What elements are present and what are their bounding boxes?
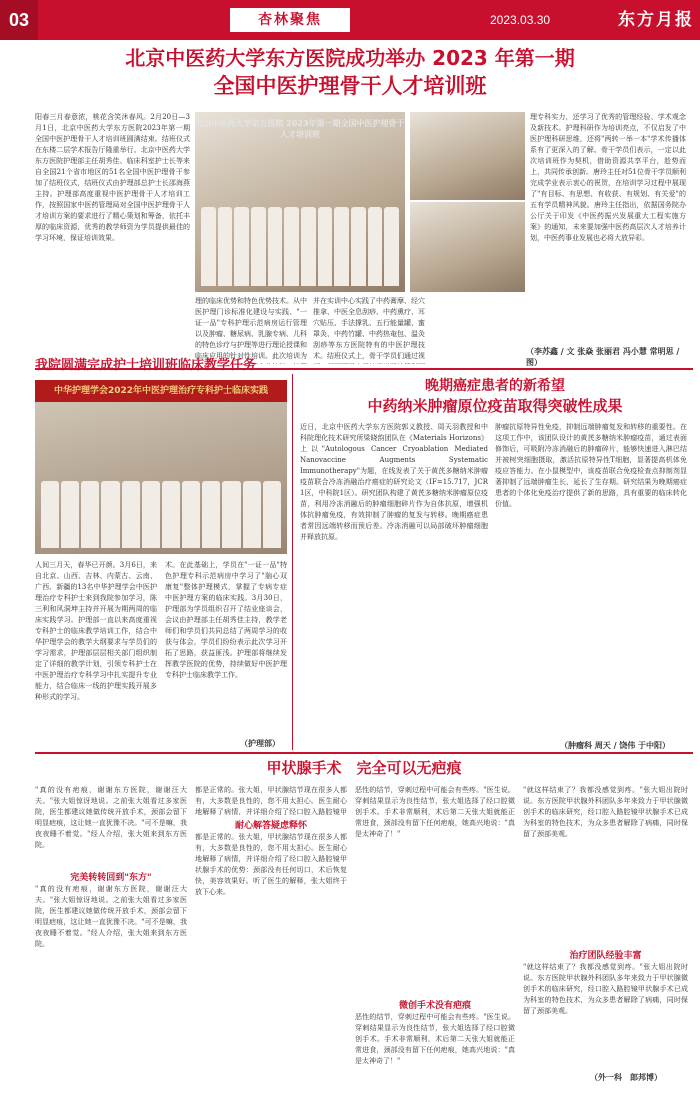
story2-credit: （护理部）: [240, 738, 280, 748]
story1-col4: 理专科实力，还学习了优秀的管理经验、学术观念及新技术。护理科研作为培训亮点，不仅启发了中医护理科研思维，还将"两转一举一本"学术传播体系有了更深入的了解。骨干学员们表示，一定以此次培训班作为契机，借助资源共享平台，趁势而上，共同传承创新。唐玲主任对51位骨干学员顺利完成学业表示衷心的祝贺，在培训学习过程中展现了"有目标、有思想、有收获、有规划、有关爱"的五有学员精神风貌。唐玲主任指出，依据国务院办公厅关于印发《中医药振兴发展重大工程实施方案》的通知，未来要加强中医药高层次人才培养计划，中医药事业发展也必将大放异彩。: [530, 113, 686, 242]
paper-name: 东方月报: [618, 10, 694, 30]
photo-practice: [410, 202, 525, 292]
top-bar: [0, 0, 700, 40]
story2-col2: 术。在此基础上，学员在"一证一品"特色护理专科示范病房中学习了"脑心双康复"整体护理模式，掌握了专病专症中医护理方案的临床实践。3月30日，护理部为学员组织召开了结业座谈会，会议由护理部主任胡秀佳主持，教学老师们和学员们共同总结了两周学习的收获与体会，学员们纷纷表示此次学习开拓了思路，获益匪浅。护理部将继续发挥教学医院的优势，持续做好中医护理专科护士临床教学工作。: [165, 561, 287, 679]
story4-col4: "就这样结束了？我都没感觉到疼。"张大姐出院时说。东方医院甲状腺外科团队多年来致力于甲状腺微创手术的临床研究，经口腔入路腔镜甲状腺手术已成为科室的特色技术，为众多患者解除了病痛，同时保留了颈部美观。: [523, 786, 688, 838]
headline-line1: 北京中医药大学东方医院成功举办 2023 年第一期: [125, 46, 575, 70]
section-title: 杏林聚焦: [230, 8, 350, 32]
story4-credit: （外一科 郎邦博）: [590, 1072, 662, 1082]
story4-sub4: 治疗团队经验丰富: [569, 951, 642, 961]
story4-col4-cont: "就这样结束了？我都没感觉到疼。"张大姐出院时说。东方医院甲状腺外科团队多年来致力于甲状腺微创手术的临床研究，经口腔入路腔镜甲状腺手术已成为科室的特色技术，为众多患者解除了病痛，同时保留了颈部美观。: [523, 963, 688, 1015]
story2-col1: 人间三月天，春华已开颜。3月6日，来自北京、山西、吉林、内蒙古、云南、广西、新疆的13名中华护理学会中医护理治疗专科护士来到我院参加学习，陈三利和风洞坤主持并开展为期两周的临床实践学习。护理部一直以来高度重视专科护士的临床教学培训工作，结合中华护理学会的教学大纲要求与学员们的学习需求，护理部层层相关部门组织制定了详细的教学计划，引领专科护士在中医护理治疗专科学习中扎实提升专业能力，结合临床一线的护理实践开展多种形式的学习。: [35, 561, 157, 701]
story4-col2: 都是正常的。张大姐，甲状腺结节现在很多人都有，大多数是良性的，您不用太担心。医生耐心地解释了病情，并详细介绍了经口腔入路腔镜甲状腺手术的优势：颈部没有任何切口，术后恢复快，美容效果好。听了医生的解释，张大姐终于放下心来。: [195, 833, 347, 896]
story4-sub2: 耐心解答疑虑释怀: [234, 821, 307, 831]
headline-line2: 全国中医护理骨干人才培训班: [213, 74, 487, 98]
story1-col3: 并在实训中心实践了中药膏摩、经穴推拿、中医全息刮痧、中药熏疗、耳穴贴压、手法撑乳、五行能量罐、蜜罩灸、中药竹罐、中药热奄包、温灸刮痧等东方医院特有的中医护理技术。结班仪式上，骨干学员们通过视: [313, 297, 425, 360]
photo-banner: 北京中医药大学东方医院 2023年第一期全国中医护理骨干人才培训班: [195, 119, 405, 139]
story3-title2: 中药纳米肿瘤原位疫苗取得突破性成果: [367, 397, 623, 415]
story4-col1-cont: "真的没有疤痕，谢谢东方医院，谢谢汪大夫。"张大姐惊讶地说。之前张大姐看过多家医院，医生都建议她做传统开放手术，颈部会留下明显疤痕，这让她一直犹豫不决。"可不是嘛，我夜夜睡不着觉。"经人介绍，张大姐来到东方医院。: [35, 885, 187, 948]
story3-title1: 晚期癌症患者的新希望: [425, 378, 565, 394]
story4-col2-top: 都是正常的。张大姐，甲状腺结节现在很多人都有，大多数是良性的，您不用太担心。医生耐心地解释了病情，并详细介绍了经口腔入路腔镜甲: [195, 786, 347, 815]
story3-credit: （肿瘤科 周天 / 饶伟 于中阳）: [560, 740, 671, 750]
story3-col2: 肿瘤抗原特异性免疫，抑制远端肿瘤复发和转移的重要性。在这项工作中，该团队设计的黄芪多糖纳米肿瘤疫苗，通过表面修饰后，可吸附冷冻消融后的肿瘤碎片，能够快速进入淋巴结并被树突细胞摄取，激活抗原特异性T细胞，显著提高机体免疫应答能力。在小鼠模型中，该疫苗联合免疫检查点抑制剂显著抑制了远端肿瘤生长，延长了生存期。研究结果为晚期癌症患者的个体化免疫治疗提供了新的思路，具有重要的临床转化价值。: [495, 423, 687, 508]
story2-title: 我院圆满完成护士培训班临床教学任务: [35, 358, 257, 373]
story4-title: 甲状腺手术 完全可以无疤痕: [266, 759, 462, 777]
page-number: 03: [0, 0, 38, 40]
story4-col3-cont: 恶性的结节，穿刺过程中可能会有些疼。"医生说。穿刺结果显示为良性结节，张大姐选择了经口腔微创手术。手术非常顺利，术后第二天张大姐就能正常进食，颈部没有留下任何疤痕，她高兴地说："真是太神奇了！": [355, 1013, 515, 1065]
issue-date: 2023.03.30: [490, 13, 551, 27]
photo-classroom: [410, 112, 525, 200]
story1-col1: 阳春三月春意浓，桃花含笑沐春风。2月20日—3月1日，北京中医药大学东方医院2023年第一期全国中医护理骨干人才培训班圆满结束。结班仪式在东楼二层学术报告厅隆重举行。北京中医药大学东方医院护理部主任胡秀佳、临床科室护士长等来自全国21个省市地区的51名全国中医护理骨干参加了结班仪式，结班仪式由护理部总护士长邵海燕主持。护理部高度重视中医护理骨干人才培训工作，按照国家中医药管理局对全国中医护理骨干人才培训方案的要求进行了精心策划和筹备，依托丰厚的临床资源，优秀的教学师资为学员提供最佳的学习环境，保证培训效果。: [35, 113, 190, 242]
divider: [35, 752, 693, 754]
story3-col1: 近日，北京中医药大学东方医院郭义教授、周天羽教授和中科院理化技术研究所梁晓韵团队在《Materials Horizons》上以"Autologous Cancer Cryoablation Mediated Nanovaccine Augments Systematic Immunotherapy"为题，在线发表了关于黄芪多糖纳米肿瘤疫苗联合冷冻消融治疗癌症的研究论文（IF=15.717，JCR 1区，中科院1区）。研究团队构建了黄芪多糖纳米肿瘤原位疫苗，利用冷冻消融后的肿瘤细胞碎片作为自体抗原，增强机体抗肿瘤免疫，有效抑制了肿瘤的复发与转移。晚期癌症患者常因远端转移而预后差。冷冻消融可以局部破坏肿瘤细胞并释放抗原。: [300, 423, 488, 541]
training-group-photo: [195, 112, 405, 292]
column-divider: [292, 374, 293, 750]
story4-col1: "真的没有疤痕，谢谢东方医院，谢谢汪大夫。"张大姐惊讶地说。之前张大姐看过多家医院，医生都建议她做传统开放手术，颈部会留下明显疤痕，这让她一直犹豫不决。"可不是嘛，我夜夜睡不着觉。"经人介绍，张大姐来到东方医院。: [35, 786, 187, 849]
story1-col2: 理的临床优势和特色优势技术。从中医护理门诊标准化建设与实践、"一证一品"专科护理示范病房运行管理以及肿瘤、糖尿病、乳腺专病、儿科的特色诊疗与护理等进行理论授课和临床应用的针对性培训。此次培训为: [195, 297, 307, 360]
story1-credit: （李苏鑫 / 文 张焱 张丽君 冯小慧 常明思 / 图）: [526, 346, 680, 367]
story2-photo: [35, 402, 287, 554]
story4-col3: 恶性的结节，穿刺过程中可能会有些疼。"医生说。穿刺结果显示为良性结节，张大姐选择了经口腔微创手术。手术非常顺利，术后第二天张大姐就能正常进食，颈部没有留下任何疤痕，她高兴地说："真是太神奇了！": [355, 786, 515, 838]
people-row-icon: [201, 207, 399, 286]
people-row-icon: [41, 481, 281, 548]
story4-sub3: 微创手术没有疤痕: [398, 1001, 471, 1011]
story4-sub1: 完美转转回到"东方": [70, 873, 152, 883]
training-banner: 中华护理学会2022年中医护理治疗专科护士临床实践: [35, 380, 287, 402]
